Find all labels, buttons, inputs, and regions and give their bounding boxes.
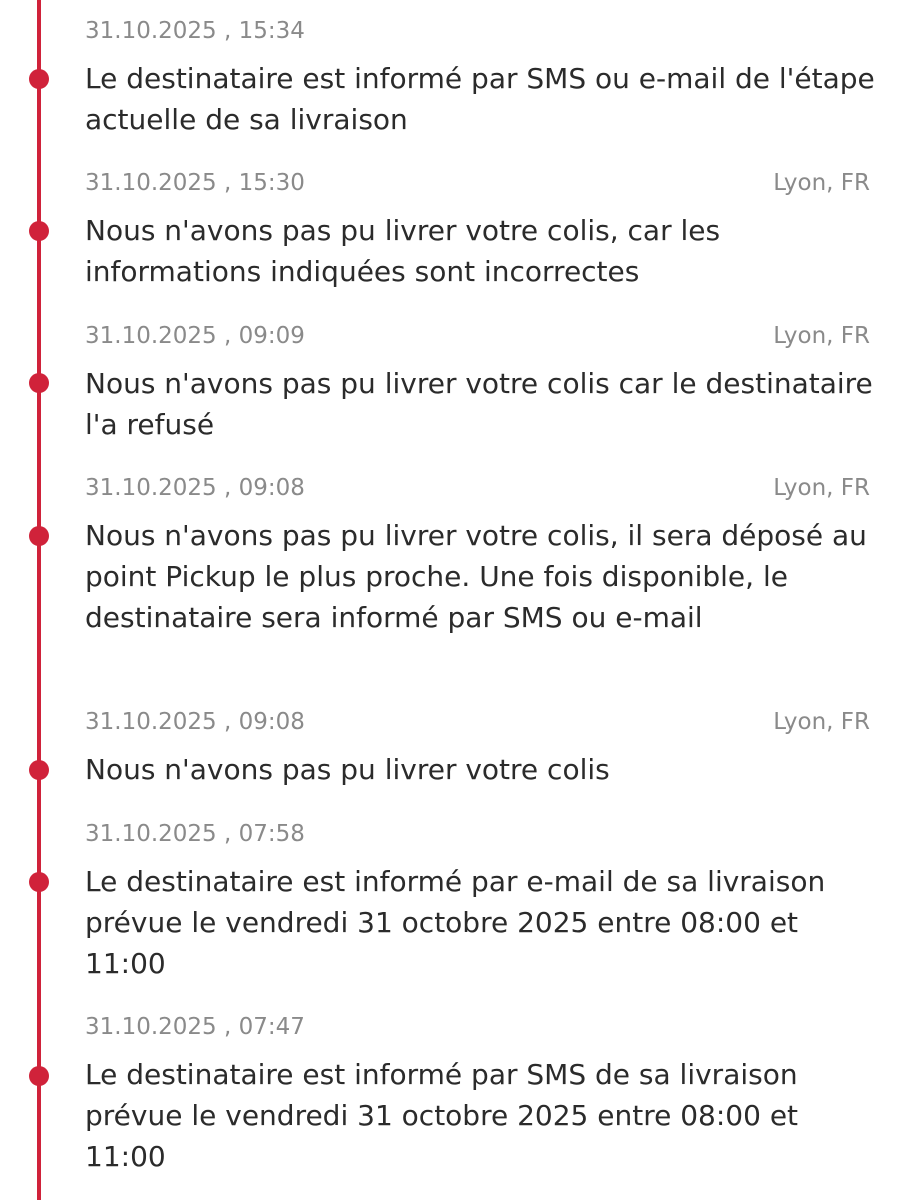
event-date: 31.10.2025 , 15:34: [85, 18, 305, 44]
event-date: 31.10.2025 , 09:08: [85, 475, 305, 501]
event-description: Nous n'avons pas pu livrer votre colis, il sera déposé au point Pickup le plus proche. Une fois disponible, le destinataire sera informé par SMS ou e-mail: [85, 519, 867, 634]
event-description: Le destinataire est informé par SMS ou e-mail de l'étape actuelle de sa livraison: [85, 62, 875, 136]
event-description: Nous n'avons pas pu livrer votre colis: [85, 753, 610, 786]
event-location: Lyon, FR: [773, 323, 870, 349]
timeline-dot: [29, 760, 49, 780]
timeline-dot: [29, 373, 49, 393]
event-description: Nous n'avons pas pu livrer votre colis car le destinataire l'a refusé: [85, 367, 873, 441]
event-location: Lyon, FR: [773, 170, 870, 196]
timeline-dot: [29, 1066, 49, 1086]
event-location: Lyon, FR: [773, 475, 870, 501]
event-description: Le destinataire est informé par SMS de sa livraison prévue le vendredi 31 octobre 2025 entre 08:00 et 11:00: [85, 1058, 799, 1173]
event-date: 31.10.2025 , 07:47: [85, 1014, 305, 1040]
timeline-dot: [29, 526, 49, 546]
timeline-dot: [29, 872, 49, 892]
event-description: Nous n'avons pas pu livrer votre colis, car les informations indiquées sont incorrectes: [85, 214, 721, 288]
event-date: 31.10.2025 , 07:58: [85, 821, 305, 847]
event-date: 31.10.2025 , 09:09: [85, 323, 305, 349]
event-date: 31.10.2025 , 15:30: [85, 170, 305, 196]
event-date: 31.10.2025 , 09:08: [85, 709, 305, 735]
event-description: Le destinataire est informé par e-mail de sa livraison prévue le vendredi 31 octobre 2025 entre 08:00 et 11:00: [85, 865, 826, 980]
timeline-dot: [29, 221, 49, 241]
timeline-dot: [29, 69, 49, 89]
event-location: Lyon, FR: [773, 709, 870, 735]
